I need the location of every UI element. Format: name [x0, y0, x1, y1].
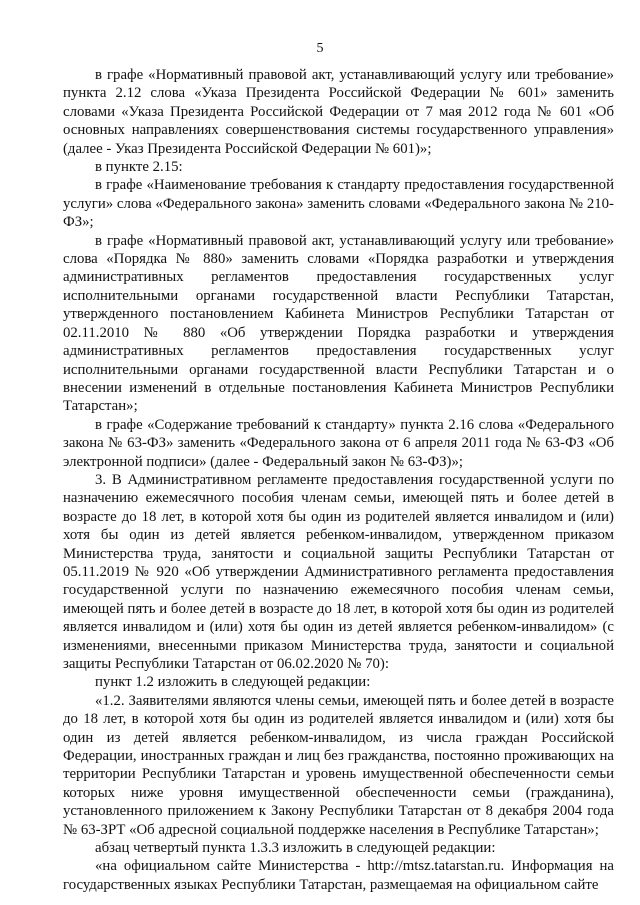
paragraph: «на официальном сайте Министерства - http://mtsz.tatarstan.ru. Информация на государственных языках Республики Татарстан, размещаемая на официальном сайте: [63, 858, 614, 893]
page-number: 5: [316, 41, 324, 56]
paragraph: абзац четвертый пункта 1.3.3 изложить в следующей редакции:: [95, 840, 496, 857]
paragraph: в графе «Наименование требования к стандарту предоставления государственной услуги» слова «Федерального закона» заменить словами «Федерального закона № 210-ФЗ»;: [63, 177, 614, 231]
paragraph: в графе «Нормативный правовой акт, устанавливающий услугу или требование» слова «Порядка № 880» заменить словами «Порядка разработки и утверждения административных регламентов предоставления государственных услуг исполнительными органами государственной власти Республики Татарстан, утвержденного постановлением Кабинета Министров Республики Татарстан от 02.11.2010 № 880 «Об утверждении Порядка разработки и утверждения административных регламентов предоставления государственных услуг исполнительными органами государственной власти Республики Татарстан и о внесении изменений в отдельные постановления Кабинета Министров Республики Татарстан»;: [63, 232, 614, 415]
paragraph: 3. В Административном регламенте предоставления государственной услуги по назначению ежемесячного пособия членам семьи, имеющей пять и более детей в возрасте до 18 лет, в которой хотя бы один из родителей является инвалидом и (или) хотя бы один из детей является ребенком-инвалидом, утвержденном приказом Министерства труда, занятости и социальной защиты Республики Татарстан от 05.11.2019 № 920 «Об утверждении Административного регламента предоставления государственной услуги по назначению ежемесячного пособия членам семьи, имеющей пять и более детей в возрасте до 18 лет, в которой хотя бы один из родителей является инвалидом и (или) хотя бы один из детей является ребенком-инвалидом» (с изменениями, внесенными приказом Министерства труда, занятости и социальной защиты Республики Татарстан от 06.02.2020 № 70):: [63, 471, 614, 672]
paragraph: «1.2. Заявителями являются члены семьи, имеющей пять и более детей в возрасте до 18 лет, в которой хотя бы один из родителей является инвалидом и (или) хотя бы один из детей является ребенком-инвалидом, из числа граждан Российской Федерации, иностранных граждан и лиц без гражданства, постоянно проживающих на территории Республики Татарстан и уровень имущественной обеспеченности семьи которых ниже уровня имущественной обеспеченности семьи (гражданина), установленного приложением к Закону Республики Татарстан от 8 декабря 2004 года № 63-ЗРТ «Об адресной социальной поддержке населения в Республике Татарстан»;: [63, 692, 614, 838]
document-body: [63, 66, 614, 894]
paragraph: пункт 1.2 изложить в следующей редакции:: [95, 674, 371, 691]
paragraph: в пункте 2.15:: [95, 159, 183, 176]
paragraph: в графе «Нормативный правовой акт, устанавливающий услугу или требование» пункта 2.12 слова «Указа Президента Российской Федерации № 601» заменить словами «Указа Президента Российской Федерации от 7 мая 2012 года № 601 «Об основных направлениях совершенствования системы государственного управления» (далее - Указ Президента Российской Федерации № 601)»;: [63, 67, 614, 157]
paragraph: в графе «Содержание требований к стандарту» пункта 2.16 слова «Федерального закона № 63-ФЗ» заменить «Федерального закона от 6 апреля 2011 года № 63-ФЗ «Об электронной подписи» (далее - Федеральный закон № 63-ФЗ)»;: [63, 416, 614, 470]
